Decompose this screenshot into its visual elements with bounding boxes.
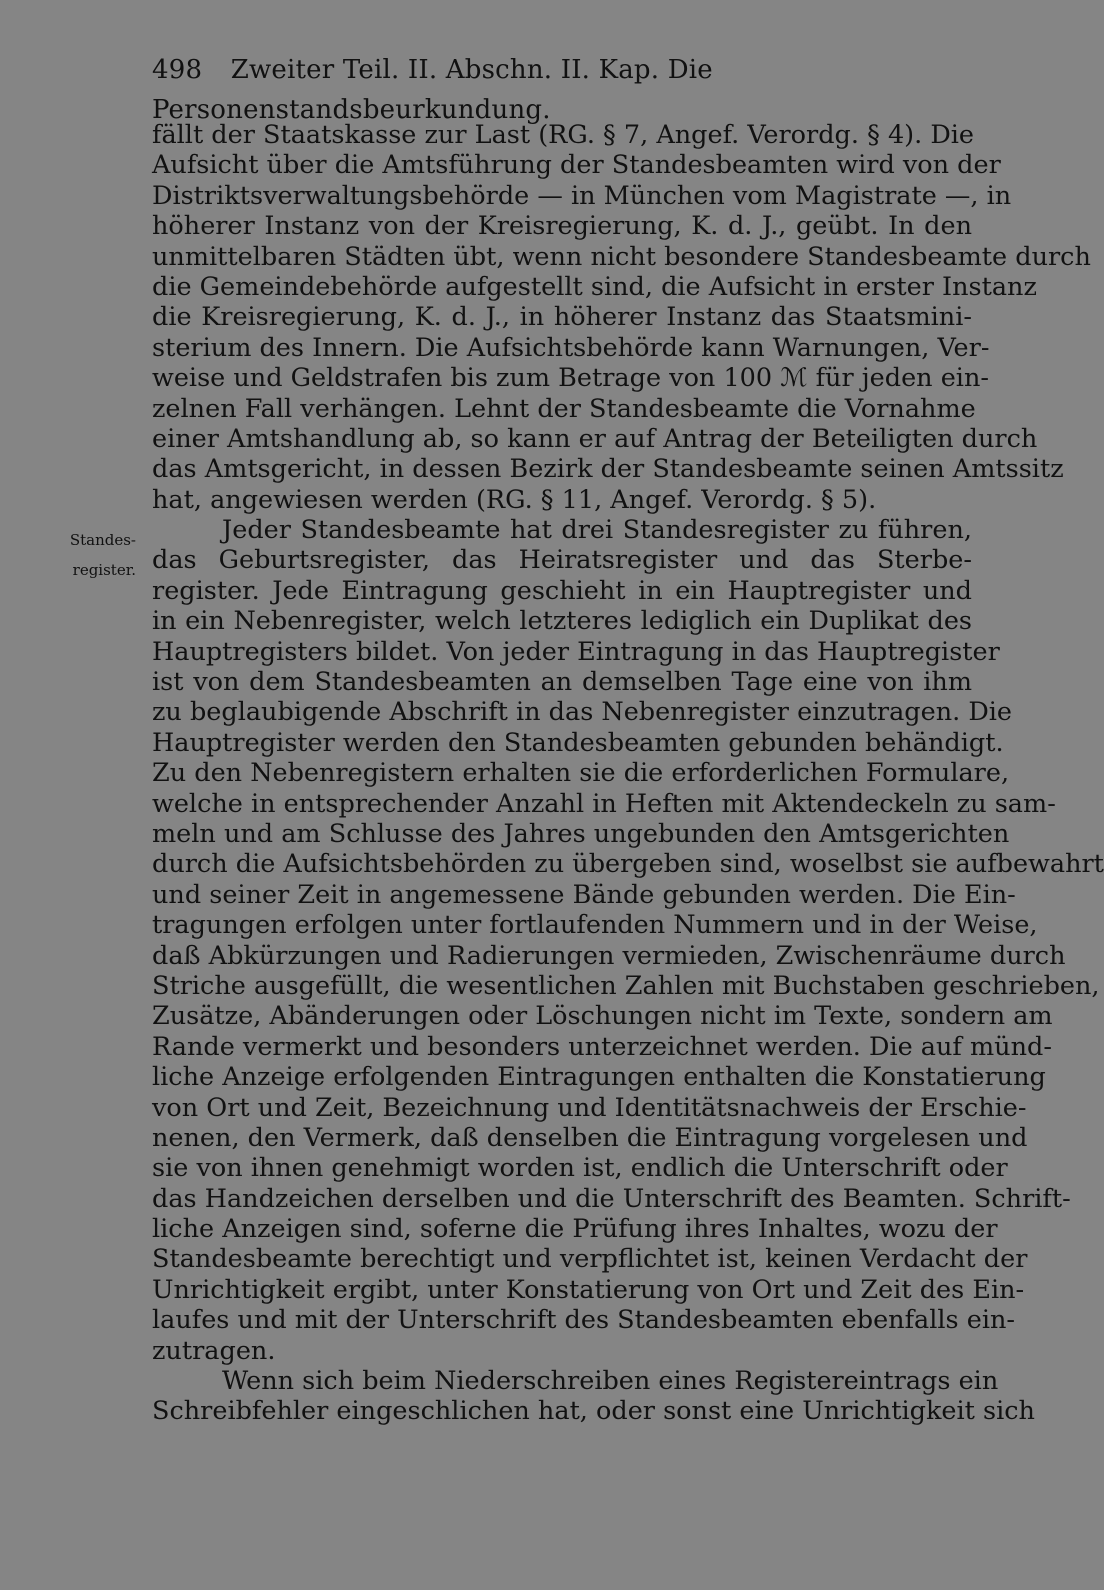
text-line: register. Jede Eintragung geschieht in ein Hauptregister und	[152, 575, 972, 606]
text-line: unmittelbaren Städten übt, wenn nicht besondere Standesbeamte durch	[152, 241, 1091, 272]
page-number: 498	[152, 55, 203, 85]
running-title: Zweiter Teil. II. Abschn. II. Kap. Die Personenstandsbeurkundung.	[152, 55, 713, 125]
text-line: nenen, den Vermerk, daß denselben die Eintragung vorgelesen und	[152, 1122, 1028, 1153]
text-line: Rande vermerkt und besonders unterzeichnet werden. Die auf münd-	[152, 1031, 1052, 1062]
body-text	[152, 120, 1104, 1427]
text-line: sie von ihnen genehmigt worden ist, endlich die Unterschrift oder	[152, 1153, 1008, 1184]
text-line: ist von dem Standesbeamten an demselben Tage eine von ihm	[152, 667, 972, 698]
text-line: meln und am Schlusse des Jahres ungebunden den Amtsgerichten	[152, 818, 1010, 849]
margin-note-line: Standes-	[69, 531, 136, 549]
text-line: daß Abkürzungen und Radierungen vermieden, Zwischenräume durch	[152, 940, 1066, 971]
text-line: laufes und mit der Unterschrift des Standesbeamten ebenfalls ein-	[152, 1305, 1016, 1336]
text-line: höherer Instanz von der Kreisregierung, K. d. J., geübt. In den	[152, 211, 972, 242]
text-line: in ein Nebenregister, welch letzteres lediglich ein Duplikat des	[152, 606, 972, 637]
text-line: liche Anzeige erfolgenden Eintragungen enthalten die Konstatierung	[152, 1062, 1046, 1093]
text-line: Zu den Nebenregistern erhalten sie die erforderlichen Formulare,	[152, 758, 1010, 789]
paragraph-continued	[152, 120, 1091, 515]
text-line: fällt der Staatskasse zur Last (RG. § 7, Angef. Verordg. § 4). Die	[152, 120, 975, 150]
text-line: Unrichtigkeit ergibt, unter Konstatierung von Ort und Zeit des Ein-	[152, 1274, 1025, 1305]
text-line: Distriktsverwaltungsbehörde — in München vom Magistrate —, in	[152, 180, 1012, 211]
text-line: Striche ausgefüllt, die wesentlichen Zahlen mit Buchstaben geschrieben,	[152, 970, 1100, 1001]
text-line: Schreibfehler eingeschlichen hat, oder sonst eine Unrichtigkeit sich	[152, 1396, 1035, 1427]
text-line: Jeder Standesbeamte hat drei Standesregister zu führen,	[222, 515, 972, 546]
text-line: das Geburtsregister, das Heiratsregister und das Sterbe-	[152, 545, 972, 576]
running-header	[152, 50, 932, 125]
text-line: Standesbeamte berechtigt und verpflichtet ist, keinen Verdacht der	[152, 1244, 1028, 1275]
paragraph-standesregister	[152, 515, 1104, 1366]
text-line: tragungen erfolgen unter fortlaufenden Nummern und in der Weise,	[152, 910, 1038, 941]
text-line: Zusätze, Abänderungen oder Löschungen nicht im Texte, sondern am	[152, 1001, 1053, 1032]
text-line: zelnen Fall verhängen. Lehnt der Standesbeamte die Vornahme	[152, 393, 976, 424]
text-line: zutragen.	[152, 1335, 276, 1366]
text-line: Wenn sich beim Niederschreiben eines Registereintrags ein	[222, 1366, 999, 1397]
text-line: die Kreisregierung, K. d. J., in höherer Instanz das Staatsmini-	[152, 302, 972, 333]
text-line: liche Anzeigen sind, soferne die Prüfung ihres Inhaltes, wozu der	[152, 1214, 998, 1245]
text-line: einer Amtshandlung ab, so kann er auf Antrag der Beteiligten durch	[152, 423, 1038, 454]
text-line: durch die Aufsichtsbehörden zu übergeben sind, woselbst sie aufbewahrt	[152, 849, 1104, 880]
text-line: sterium des Innern. Die Aufsichtsbehörde kann Warnungen, Ver-	[152, 332, 990, 363]
text-line: das Handzeichen derselben und die Unterschrift des Beamten. Schrift-	[152, 1183, 1071, 1214]
text-line: zu beglaubigende Abschrift in das Nebenregister einzutragen. Die	[152, 697, 1013, 728]
text-line: hat, angewiesen werden (RG. § 11, Angef. Verordg. § 5).	[152, 484, 877, 515]
text-line: Hauptregister werden den Standesbeamten gebunden behändigt.	[152, 727, 1004, 758]
text-line: das Amtsgericht, in dessen Bezirk der Standesbeamte seinen Amtssitz	[152, 454, 1064, 485]
text-line: die Gemeindebehörde aufgestellt sind, die Aufsicht in erster Instanz	[152, 271, 1037, 302]
text-line: Aufsicht über die Amtsführung der Standesbeamten wird von der	[152, 150, 1001, 181]
text-line: von Ort und Zeit, Bezeichnung und Identitätsnachweis der Erschie-	[152, 1092, 1027, 1123]
text-line: welche in entsprechender Anzahl in Heften mit Aktendeckeln zu sam-	[152, 788, 1056, 819]
text-line: weise und Geldstrafen bis zum Betrage von 100 ℳ für jeden ein-	[152, 363, 989, 394]
margin-note	[56, 525, 136, 585]
margin-note-line: register.	[72, 561, 136, 579]
text-line: und seiner Zeit in angemessene Bände gebunden werden. Die Ein-	[152, 879, 1016, 910]
paragraph-schreibfehler	[152, 1366, 1035, 1427]
text-line: Hauptregisters bildet. Von jeder Eintragung in das Hauptregister	[152, 636, 1000, 667]
